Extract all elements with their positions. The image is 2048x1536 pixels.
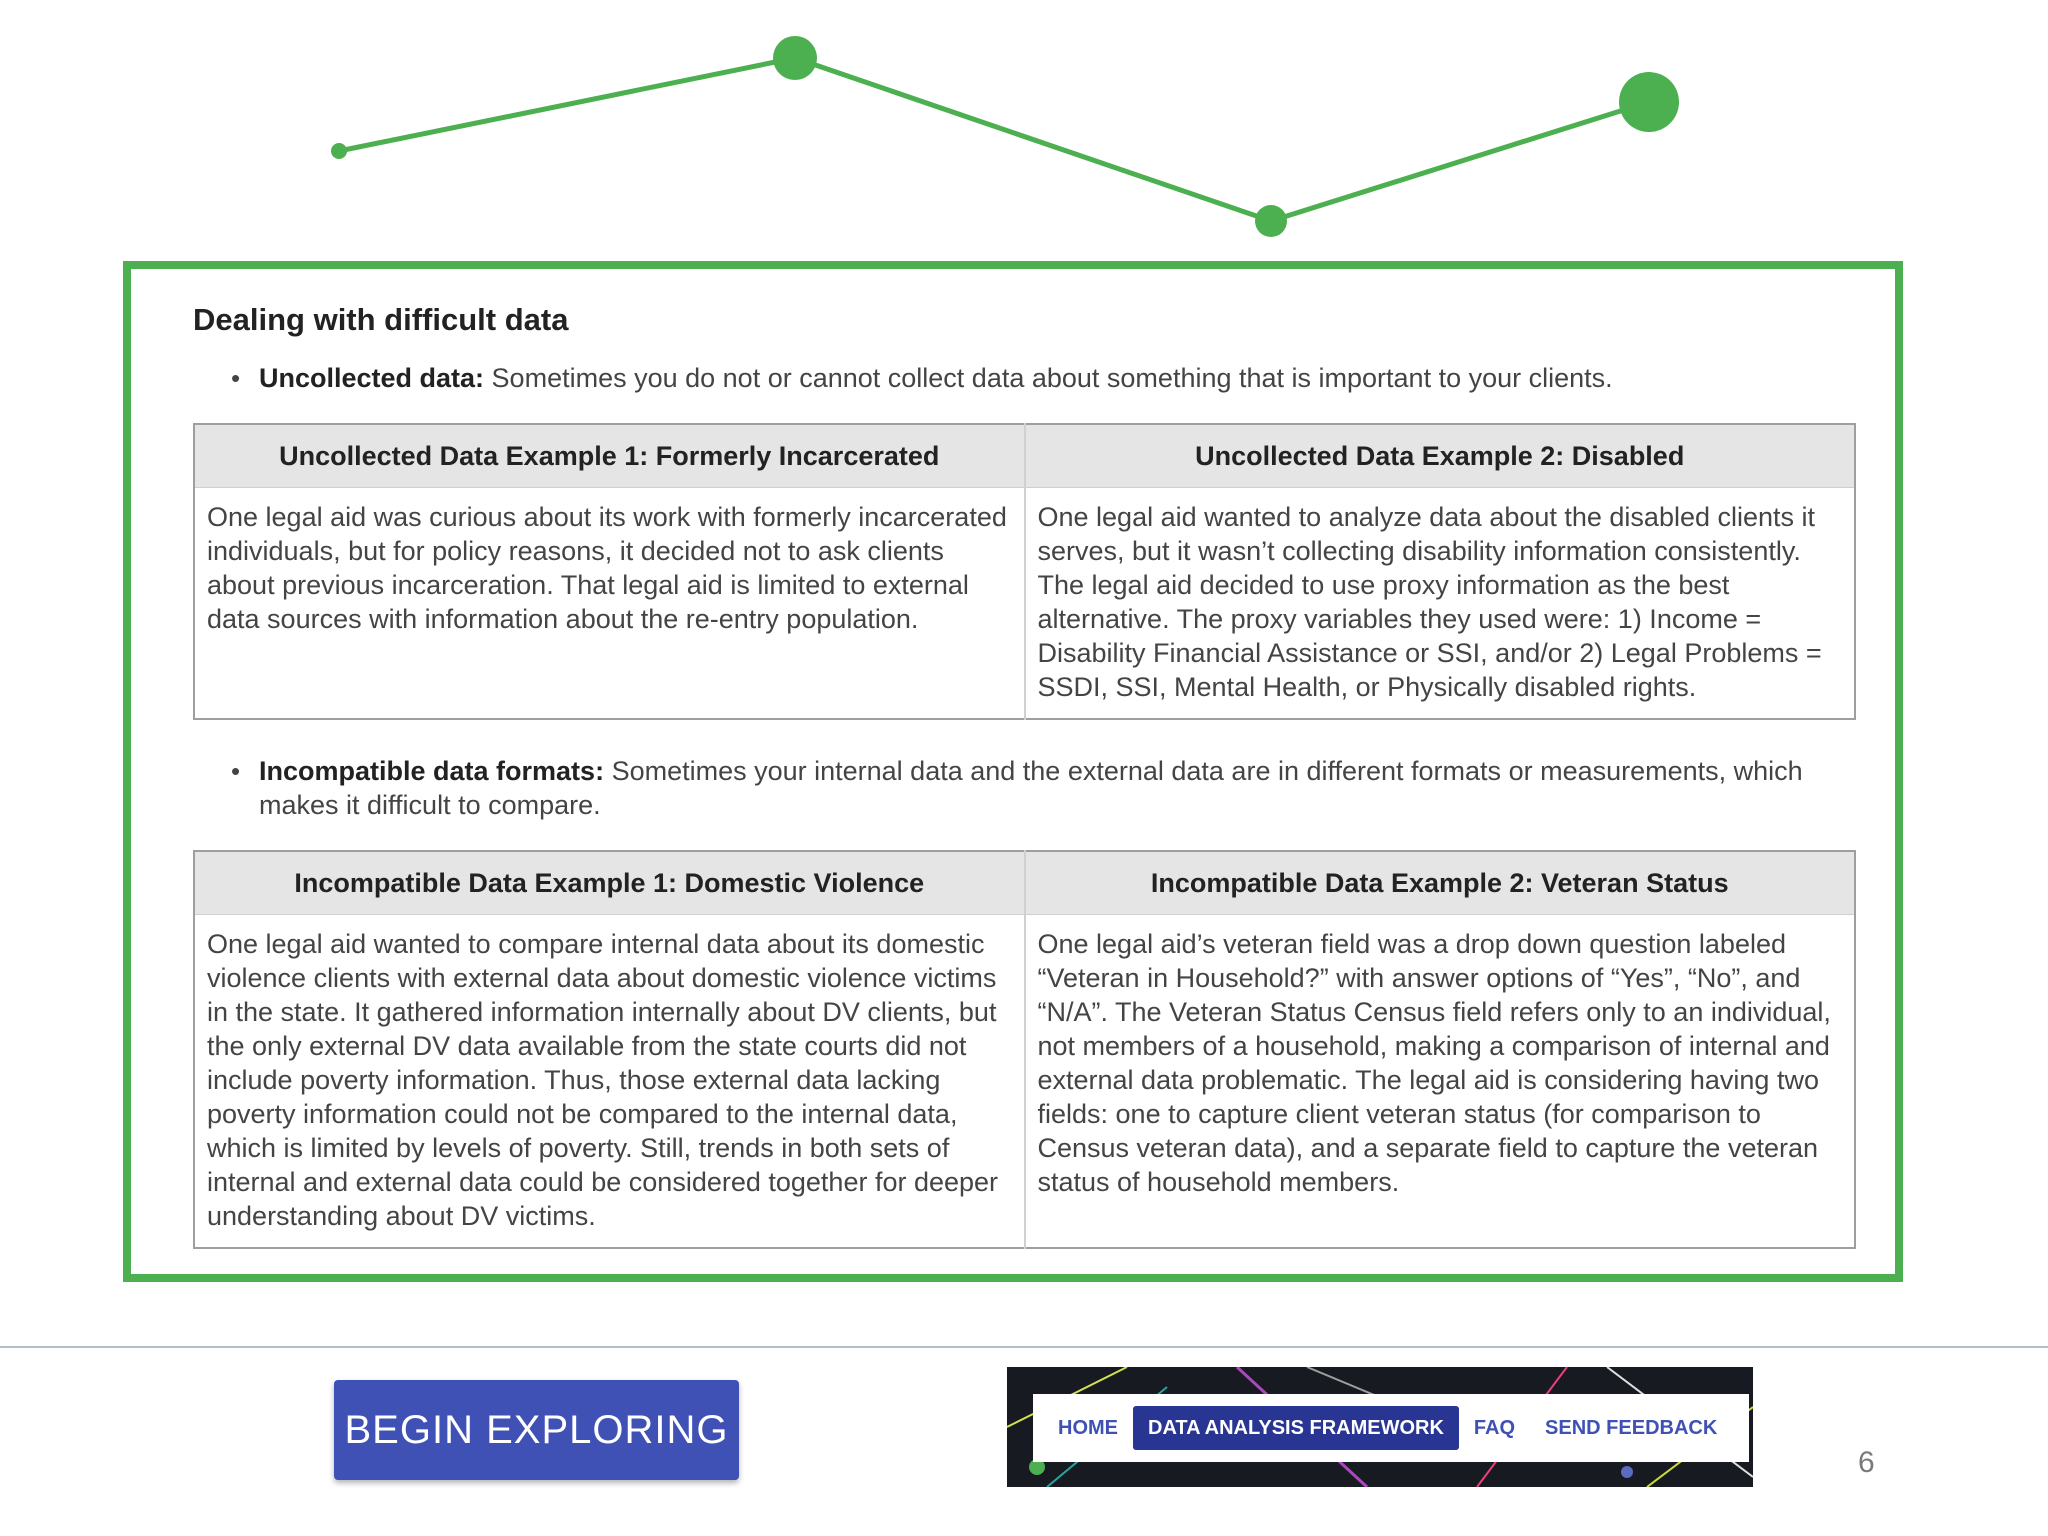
nav-item-home[interactable]: HOME: [1058, 1417, 1118, 1439]
table-header: Incompatible Data Example 2: Veteran Status: [1025, 851, 1856, 915]
nav-item-send-feedback[interactable]: SEND FEEDBACK: [1545, 1417, 1718, 1439]
incompatible-data-table: [193, 850, 1856, 1249]
table-header: Incompatible Data Example 1: Domestic Violence: [194, 851, 1025, 915]
footer-divider: [0, 1346, 2048, 1348]
table-cell: One legal aid wanted to compare internal data about its domestic violence clients with external data about domestic violence victims in the state. It gathered information internally about DV clients, but the only external DV data available from the state courts did not include poverty information. Thus, those external data lacking poverty information could not be compared to the internal data, which is limited by levels of poverty. Still, trends in both sets of internal and external data could be considered together for deeper understanding about DV victims.: [207, 929, 999, 1231]
navigation-screenshot: [1007, 1367, 1753, 1487]
decorative-node-small: [331, 143, 347, 159]
decorative-node-bottom: [1255, 205, 1287, 237]
decorative-line-graphic: [0, 0, 2048, 250]
bullet-dot: •: [231, 756, 241, 786]
begin-exploring-button[interactable]: BEGIN EXPLORING: [334, 1380, 739, 1480]
page-number: 6: [1858, 1446, 1875, 1479]
table-cell: One legal aid was curious about its work with formerly incarcerated individuals, but for policy reasons, it decided not to ask clients about previous incarceration. That legal aid is limited to external data sources with information about the re-entry population.: [207, 502, 1007, 634]
nav-bar: [1033, 1394, 1749, 1462]
bullet-uncollected-data: [193, 361, 1856, 395]
uncollected-data-table: [193, 423, 1856, 720]
nav-item-faq[interactable]: FAQ: [1473, 1417, 1516, 1439]
bullet-incompatible-data: [193, 754, 1856, 822]
bullet-dot: •: [231, 363, 241, 393]
nav-item-data-analysis-framework[interactable]: DATA ANALYSIS FRAMEWORK: [1133, 1406, 1459, 1450]
decorative-node-medium: [773, 36, 817, 80]
decorative-node-large: [1619, 72, 1679, 132]
table-header: Uncollected Data Example 1: Formerly Incarcerated: [194, 424, 1025, 488]
bullet-text: Sometimes your internal data and the external data are in different formats or measurements, which makes it difficult to compare.: [259, 756, 1803, 820]
section-title: Dealing with difficult data: [193, 302, 569, 337]
bullet-text: Sometimes you do not or cannot collect data about something that is important to your clients.: [484, 363, 1613, 393]
decorative-polyline: [339, 58, 1649, 221]
table-cell: One legal aid wanted to analyze data about the disabled clients it serves, but it wasn’t collecting disability information consistently. The legal aid decided to use proxy information as the best alternative. The proxy variables they used were: 1) Income = Disability Financial Assistance or SSI, and/or 2) Legal Problems = SSDI, SSI, Mental Health, or Physically disabled rights.: [1025, 488, 1856, 720]
difficult-data-panel: [123, 261, 1903, 1282]
bullet-term: Incompatible data formats:: [259, 756, 605, 786]
bullet-term: Uncollected data:: [259, 363, 485, 393]
table-header: Uncollected Data Example 2: Disabled: [1025, 424, 1856, 488]
table-cell: One legal aid’s veteran field was a drop down question labeled “Veteran in Household?” with answer options of “Yes”, “No”, and “N/A”. The Veteran Status Census field refers only to an individual, not members of a household, making a comparison of internal and external data problematic. The legal aid is considering having two fields: one to capture client veteran status (for comparison to Census veteran data), and a separate field to capture the veteran status of household members.: [1025, 915, 1856, 1249]
panel-content: [193, 299, 1856, 1283]
